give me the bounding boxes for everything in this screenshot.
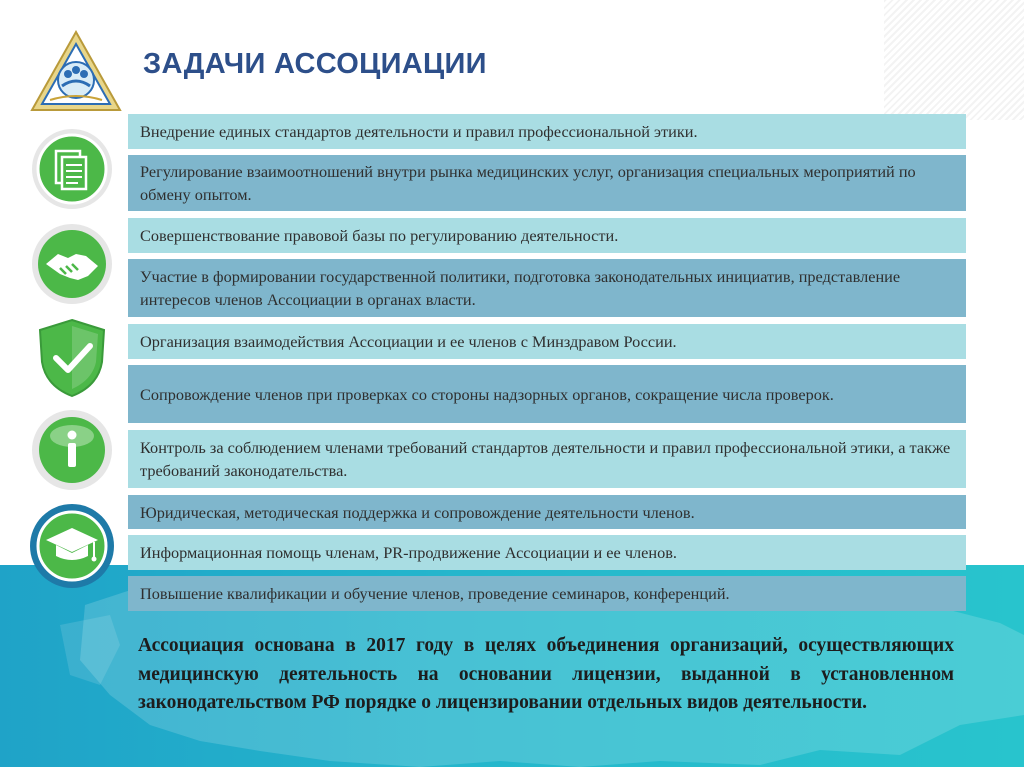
page-title: ЗАДАЧИ АССОЦИАЦИИ xyxy=(143,48,487,80)
task-item: Регулирование взаимоотношений внутри рынка медицинских услуг, организация специальных мероприятий по обмену опытом. xyxy=(128,155,966,211)
document-icon xyxy=(30,127,114,211)
task-item: Юридическая, методическая поддержка и сопровождение деятельности членов. xyxy=(128,495,966,529)
task-item: Контроль за соблюдением членами требований стандартов деятельности и правил профессиональной этики, а также требований законодательства. xyxy=(128,430,966,488)
info-icon xyxy=(30,408,114,492)
task-item: Внедрение единых стандартов деятельности и правил профессиональной этики. xyxy=(128,114,966,149)
graduation-cap-icon xyxy=(28,502,116,590)
association-logo xyxy=(30,30,122,112)
task-item: Организация взаимодействия Ассоциации и ее членов с Минздравом России. xyxy=(128,324,966,359)
task-item: Участие в формировании государственной политики, подготовка законодательных инициатив, представление интересов членов Ассоциации в органах власти. xyxy=(128,259,966,317)
shield-check-icon xyxy=(32,316,112,400)
task-item: Информационная помощь членам, PR-продвижение Ассоциации и ее членов. xyxy=(128,535,966,570)
task-item: Совершенствование правовой базы по регулированию деятельности. xyxy=(128,218,966,253)
association-info-text: Ассоциация основана в 2017 году в целях объединения организаций, осуществляющих медицинскую деятельность на основании лицензии, выданной в установленном законодательством РФ порядке о лицензировании отдельных видов деятельности. xyxy=(138,635,954,713)
task-item: Повышение квалификации и обучение членов, проведение семинаров, конференций. xyxy=(128,576,966,611)
corner-texture xyxy=(884,0,1024,120)
task-item: Сопровождение членов при проверках со стороны надзорных органов, сокращение числа проверок. xyxy=(128,365,966,423)
handshake-icon xyxy=(30,222,114,306)
